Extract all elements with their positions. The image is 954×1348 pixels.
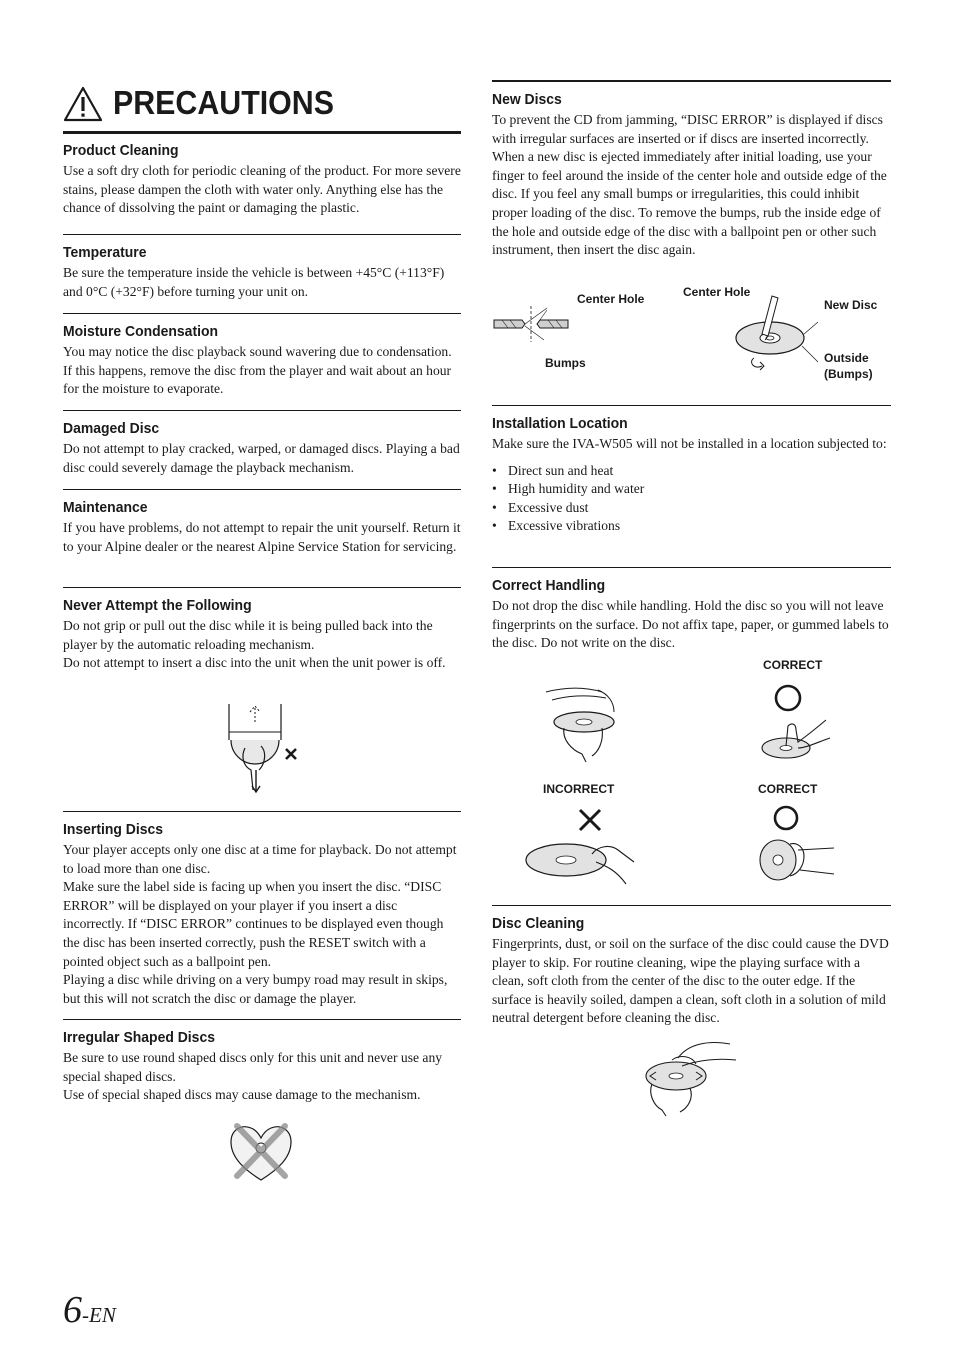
correct-hold-disc-icon: [758, 682, 833, 764]
disc-pull-illustration: [223, 700, 303, 795]
text-irregular-1: Be sure to use round shaped discs only for this unit and never use any special shaped discs.: [63, 1050, 443, 1084]
installation-list: [492, 462, 891, 536]
label-correct-1: CORRECT: [763, 658, 823, 672]
section-temperature: [63, 234, 461, 301]
text-irregular-2: Use of special shaped discs may cause damage to the mechanism.: [63, 1087, 421, 1103]
irregular-disc-illustration: [225, 1118, 297, 1184]
list-item: • Direct sun and heat: [492, 462, 891, 481]
section-damaged-disc: [63, 410, 461, 477]
list-item: • Excessive vibrations: [492, 517, 891, 536]
text-inserting-1: Your player accepts only one disc at a time for playback. Do not attempt to load more than one disc.: [63, 842, 457, 876]
label-outside: Outside: [824, 351, 869, 365]
text-moisture: You may notice the disc playback sound wavering due to condensation. If this happens, remove the disc from the player and wait about an hour for the moisture to evaporate.: [63, 344, 452, 397]
section-handling: [492, 567, 891, 653]
text-maintenance: If you have problems, do not attempt to repair the unit yourself. Return it to your Alpine dealer or the nearest Alpine Service Station for servicing.: [63, 520, 461, 554]
page-number: [63, 1288, 116, 1332]
heading-never-attempt: Never Attempt the Following: [63, 597, 252, 614]
section-product-cleaning: [63, 133, 461, 218]
heading-handling: Correct Handling: [492, 577, 606, 594]
page-number-suffix: -EN: [82, 1303, 116, 1327]
heading-product-cleaning: Product Cleaning: [63, 142, 179, 159]
section-cleaning: [492, 905, 891, 1028]
section-installation: [492, 405, 891, 536]
section-never-attempt: [63, 587, 461, 673]
label-outside-bumps: (Bumps): [824, 367, 873, 381]
text-inserting-3: Playing a disc while driving on a very bumpy road may result in skips, but this will not scratch the disc or damage the player.: [63, 972, 448, 1006]
heading-maintenance: Maintenance: [63, 499, 148, 516]
section-maintenance: [63, 489, 461, 556]
list-item: • High humidity and water: [492, 480, 891, 499]
label-center-hole-2: Center Hole: [683, 285, 751, 299]
disc-cross-section-icon: [492, 304, 572, 344]
page-title: PRECAUTIONS: [113, 84, 334, 121]
handling-figure: [492, 656, 891, 888]
heading-new-discs: New Discs: [492, 91, 562, 108]
heading-moisture: Moisture Condensation: [63, 323, 219, 340]
new-disc-pen-icon: [732, 292, 822, 374]
label-incorrect: INCORRECT: [543, 782, 615, 796]
page-title-block: [63, 84, 461, 134]
incorrect-hold-disc-icon: [522, 806, 642, 886]
section-new-discs: [492, 80, 891, 260]
label-new-disc: New Disc: [824, 298, 878, 312]
label-bumps: Bumps: [545, 356, 586, 370]
text-installation: Make sure the IVA-W505 will not be installed in a location subjected to:: [492, 436, 887, 451]
warning-triangle-icon: [63, 86, 103, 122]
heading-installation: Installation Location: [492, 415, 628, 432]
label-correct-2: CORRECT: [758, 782, 818, 796]
heading-irregular: Irregular Shaped Discs: [63, 1029, 215, 1046]
two-hand-disc-icon: [542, 684, 627, 764]
disc-cleaning-illustration: [642, 1036, 738, 1118]
list-item: • Excessive dust: [492, 499, 891, 518]
page-number-digit: 6: [63, 1289, 82, 1331]
heading-cleaning: Disc Cleaning: [492, 915, 585, 932]
heading-damaged-disc: Damaged Disc: [63, 420, 160, 437]
text-product-cleaning: Use a soft dry cloth for periodic cleaning of the product. For more severe stains, please dampen the cloth with water only. Anything else has the chance of dissolving the paint or damaging the plastic.: [63, 163, 461, 216]
text-new-discs: To prevent the CD from jamming, “DISC ERROR” is displayed if discs with irregular surfaces are inserted or if discs are inserted incorrectly. When a new disc is ejected immediately after initial loading, use your finger to feel around the inside of the center hole and outside edge of the disc. If you feel any small bumps or irregularities, this could inhibit proper loading of the disc. To remove the bumps, rub the inside edge of the hole and outside edge of the disc with a ballpoint pen or other such instrument, then insert the disc again.: [492, 112, 887, 258]
new-disc-figure: [492, 282, 891, 386]
section-inserting: [63, 811, 461, 1008]
text-temperature: Be sure the temperature inside the vehicle is between +45°C (+113°F) and 0°C (+32°F) before turning your unit on.: [63, 265, 445, 299]
heading-inserting: Inserting Discs: [63, 821, 164, 838]
text-never-attempt-1: Do not grip or pull out the disc while it is being pulled back into the player by the automatic reloading mechanism.: [63, 618, 433, 652]
heading-temperature: Temperature: [63, 244, 147, 261]
text-cleaning: Fingerprints, dust, or soil on the surface of the disc could cause the DVD player to skip. For routine cleaning, wipe the playing surface with a clean, soft cloth from the center of the disc to the outer edge. If the surface is heavily soiled, dampen a clean, soft cloth in a solution of mild neutral detergent before cleaning the disc.: [492, 936, 889, 1026]
text-never-attempt-2: Do not attempt to insert a disc into the unit when the unit power is off.: [63, 655, 446, 671]
section-irregular: [63, 1019, 461, 1105]
text-inserting-2: Make sure the label side is facing up when you insert the disc. “DISC ERROR” will be displayed on your player if you insert a disc incorrectly. If “DISC ERROR” continues to be displayed even though the disc has been inserted correctly, push the RESET switch with a pointed object such as a ballpoint pen.: [63, 879, 444, 969]
text-handling: Do not drop the disc while handling. Hold the disc so you will not leave fingerprints on the surface. Do not affix tape, paper, or gummed labels to the disc. Do not write on the disc.: [492, 598, 889, 651]
correct-edge-hold-icon: [754, 804, 839, 886]
label-center-hole-1: Center Hole: [577, 292, 645, 306]
section-moisture: [63, 313, 461, 399]
text-damaged-disc: Do not attempt to play cracked, warped, or damaged discs. Playing a bad disc could severely damage the playback mechanism.: [63, 441, 460, 475]
